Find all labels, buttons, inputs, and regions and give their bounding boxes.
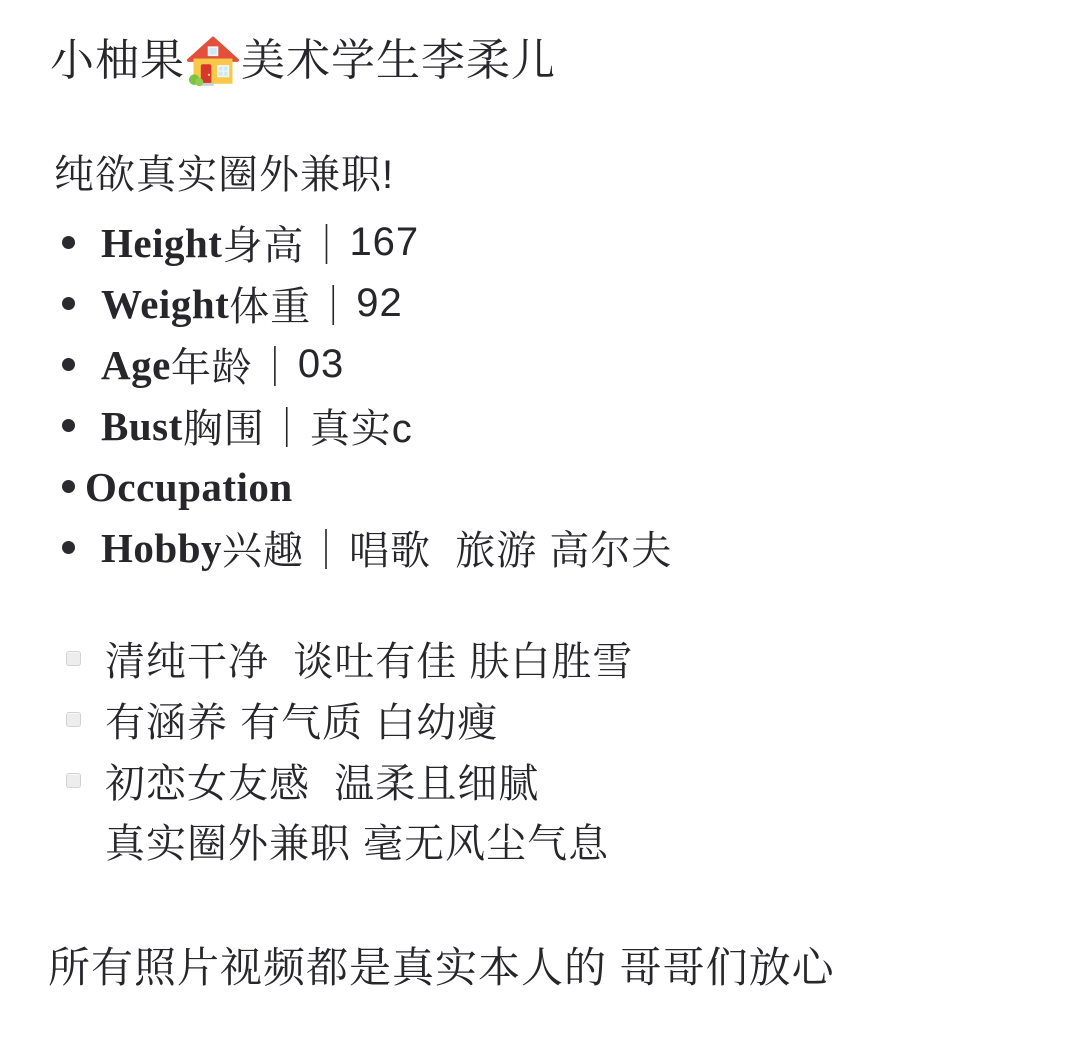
trait-continuation [48, 811, 1050, 869]
attribute-label-zh: 年龄 [170, 346, 253, 390]
attribute-label-zh: 兴趣 [222, 529, 304, 573]
attribute-item-occupation [48, 456, 1050, 517]
attribute-separator: ｜ [313, 285, 355, 329]
attribute-label-en: Occupation [85, 463, 293, 510]
attribute-separator: ｜ [254, 346, 296, 390]
attribute-label-en: Weight [101, 280, 230, 327]
attribute-item-height [48, 212, 1050, 273]
attribute-value: 唱歌 旅游 高尔夫 [349, 529, 673, 573]
bullet-dot-icon [62, 541, 75, 554]
attribute-label-zh: 胸围 [182, 407, 265, 451]
attribute-label-en: Age [101, 341, 171, 388]
bullet-dot-icon [62, 236, 75, 249]
trait-item [48, 750, 1050, 811]
bullet-dot-icon [62, 358, 75, 371]
title-prefix: 小柚果 [50, 36, 185, 85]
attribute-separator: ｜ [306, 529, 347, 573]
attribute-label-en: Height [101, 219, 223, 266]
attribute-item-age [48, 334, 1050, 395]
trait-list [48, 628, 1050, 869]
attribute-item-hobby [48, 517, 1050, 578]
attribute-value: 03 [297, 342, 345, 386]
attribute-label-en: Hobby [101, 524, 222, 571]
subtitle-text: 纯欲真实圈外兼职! [54, 153, 395, 197]
square-bullet-icon [66, 712, 81, 727]
trait-continuation-text: 真实圈外兼职 毫无风尘气息 [105, 821, 610, 866]
attribute-item-weight [48, 273, 1050, 334]
title-suffix: 美术学生李柔儿 [241, 36, 556, 85]
page-title [48, 30, 1050, 92]
square-bullet-icon [66, 773, 81, 788]
attribute-value: 167 [349, 220, 420, 264]
attribute-label-en: Bust [101, 402, 183, 449]
attribute-separator: ｜ [306, 224, 348, 268]
trait-text: 清纯干净 谈吐有佳 肤白胜雪 [105, 640, 634, 684]
trait-item [48, 628, 1050, 689]
trait-text: 初恋女友感 温柔且细腻 [105, 762, 540, 806]
attribute-label-zh: 体重 [229, 285, 312, 329]
attribute-list [48, 212, 1050, 578]
square-bullet-icon [66, 651, 81, 666]
attribute-label-zh: 身高 [222, 224, 305, 268]
bullet-dot-icon [62, 480, 75, 493]
trait-item [48, 689, 1050, 750]
house-emoji-icon [187, 35, 239, 87]
bullet-dot-icon [62, 297, 75, 310]
attribute-separator: ｜ [266, 407, 308, 451]
attribute-value: 真实c [309, 407, 413, 451]
attribute-value: 92 [356, 281, 403, 325]
bullet-dot-icon [62, 419, 75, 432]
footer-note: 所有照片视频都是真实本人的 哥哥们放心 [48, 944, 835, 991]
trait-text: 有涵养 有气质 白幼瘦 [105, 701, 499, 745]
attribute-item-bust [48, 395, 1050, 456]
